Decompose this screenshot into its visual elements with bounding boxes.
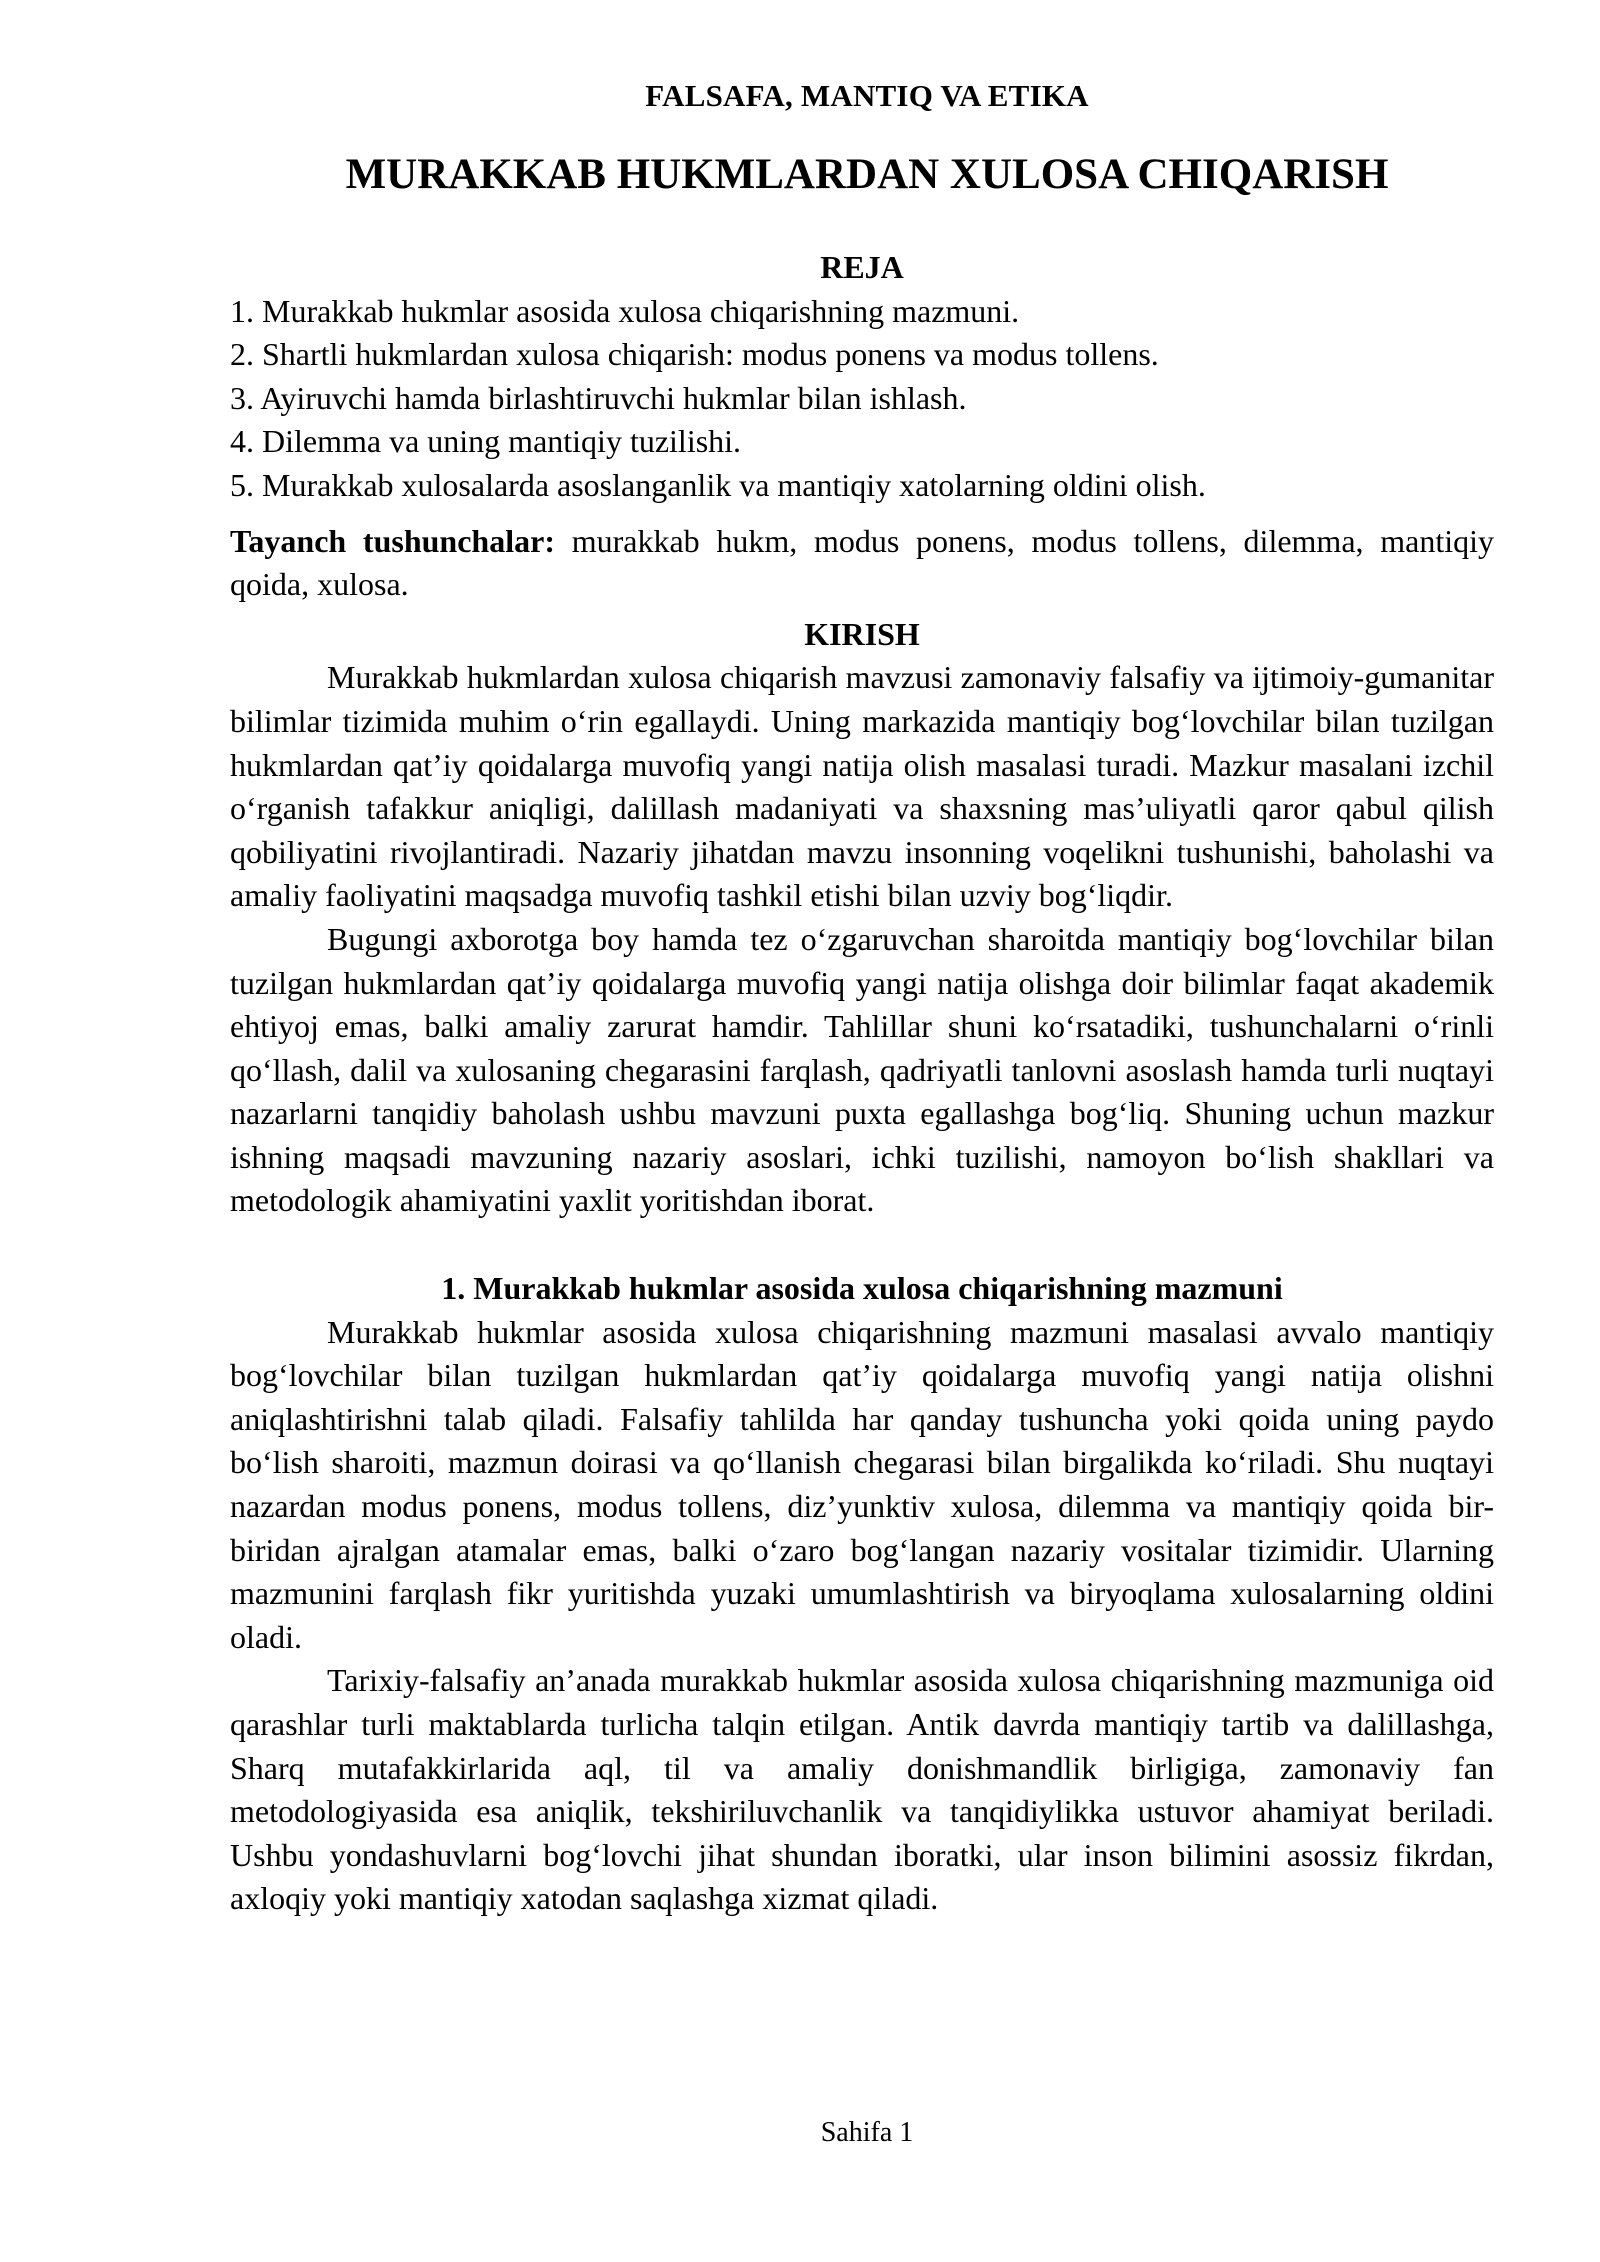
plan-item: 1. Murakkab hukmlar asosida xulosa chiqarishning mazmuni.	[230, 292, 1020, 329]
plan-item: 2. Shartli hukmlardan xulosa chiqarish: modus ponens va modus tollens.	[230, 336, 1159, 373]
plan-heading: REJA	[820, 249, 904, 285]
subject-header: FALSAFA, MANTIQ VA ETIKA	[645, 78, 1089, 113]
document-body	[230, 246, 1494, 1921]
page-number: Sahifa 1	[820, 2117, 914, 2148]
document-title: MURAKKAB HUKMLARDAN XULOSA CHIQARISH	[345, 151, 1389, 198]
intro-paragraph: Bugungi axborotga boy hamda tez o‘zgaruvchan sharoitda mantiqiy bog‘lovchilar bilan tuzilgan hukmlardan qat’iy qoidalarga muvofiq yangi natija olishga doir bilimlar faqat akademik ehtiyoj emas, balki amaliy zarurat hamdir. Tahlillar shuni ko‘rsatadiki, tushunchalarni o‘rinli qo‘llash, dalil va xulosaning chegarasini farqlash, qadriyatli tanlovni asoslash hamda turli nuqtayi nazarlarni tanqidiy baholash ushbu mavzuni puxta egallashga bog‘liq. Shuning uchun mazkur ishning maqsadi mavzuning nazariy asoslari, ichki tuzilishi, namoyon bo‘lish shakllari va metodologik ahamiyatini yaxlit yoritishdan iborat.	[230, 920, 1494, 1219]
key-concepts	[230, 520, 1494, 607]
section-paragraph: Murakkab hukmlar asosida xulosa chiqarishning mazmuni masalasi avvalo mantiqiy bog‘lovchilar bilan tuzilgan hukmlardan qat’iy qoidalarga muvofiq yangi natija olishni aniqlashtirishni talab qiladi. Falsafiy tahlilda har qanday tushuncha yoki qoida uning paydo bo‘lish sharoiti, mazmun doirasi va qo‘llanish chegarasi bilan birgalikda ko‘riladi. Shu nuqtayi nazardan modus ponens, modus tollens, diz’yunktiv xulosa, dilemma va mantiqiy qoida bir-biridan ajralgan atamalar emas, balki o‘zaro bog‘langan nazariy vositalar tizimidir. Ularning mazmunini farqlash fikr yuritishda yuzaki umumlashtirish va biryoqlama xulosalarning oldini oladi.	[230, 1313, 1494, 1655]
plan-list	[230, 290, 1494, 508]
plan-item: 5. Murakkab xulosalarda asoslanganlik va mantiqiy xatolarning oldini olish.	[230, 466, 1206, 503]
section-heading: 1. Murakkab hukmlar asosida xulosa chiqarishning mazmuni	[441, 1270, 1283, 1307]
key-concepts-text: murakkab hukm, modus ponens, modus tollens, dilemma, mantiqiy qoida, xulosa.	[230, 522, 1495, 603]
plan-item: 4. Dilemma va uning mantiqiy tuzilishi.	[230, 423, 742, 460]
intro-paragraph: Murakkab hukmlardan xulosa chiqarish mavzusi zamonaviy falsafiy va ijtimoiy-gumanitar bilimlar tizimida muhim o‘rin egallaydi. Uning markazida mantiqiy bog‘lovchilar bilan tuzilgan hukmlardan qat’iy qoidalarga muvofiq yangi natija olish masalasi turadi. Mazkur masalani izchil o‘rganish tafakkur aniqligi, dalillash madaniyati va shaxsning mas’uliyatli qaror qabul qilish qobiliyatini rivojlantiradi. Nazariy jihatdan mavzu insonning voqelikni tushunishi, baholashi va amaliy faoliyatini maqsadga muvofiq tashkil etishi bilan uzviy bog‘liqdir.	[230, 659, 1494, 914]
plan-item: 3. Ayiruvchi hamda birlashtiruvchi hukmlar bilan ishlash.	[230, 379, 967, 416]
key-concepts-label: Tayanch tushunchalar:	[230, 522, 555, 559]
section-paragraph: Tarixiy-falsafiy an’anada murakkab hukmlar asosida xulosa chiqarishning mazmuniga oid qarashlar turli maktablarda turlicha talqin etilgan. Antik davrda mantiqiy tartib va dalillashga, Sharq mutafakkirlarida aql, til va amaliy donishmandlik birligiga, zamonaviy fan metodologiyasida esa aniqlik, tekshiriluvchanlik va tanqidiylikka ustuvor ahamiyat beriladi. Ushbu yondashuvlarni bog‘lovchi jihat shundan iboratki, ular inson bilimini asossiz fikrdan, axloqiy yoki mantiqiy xatodan saqlashga xizmat qiladi.	[230, 1662, 1494, 1917]
intro-heading: KIRISH	[804, 615, 920, 652]
